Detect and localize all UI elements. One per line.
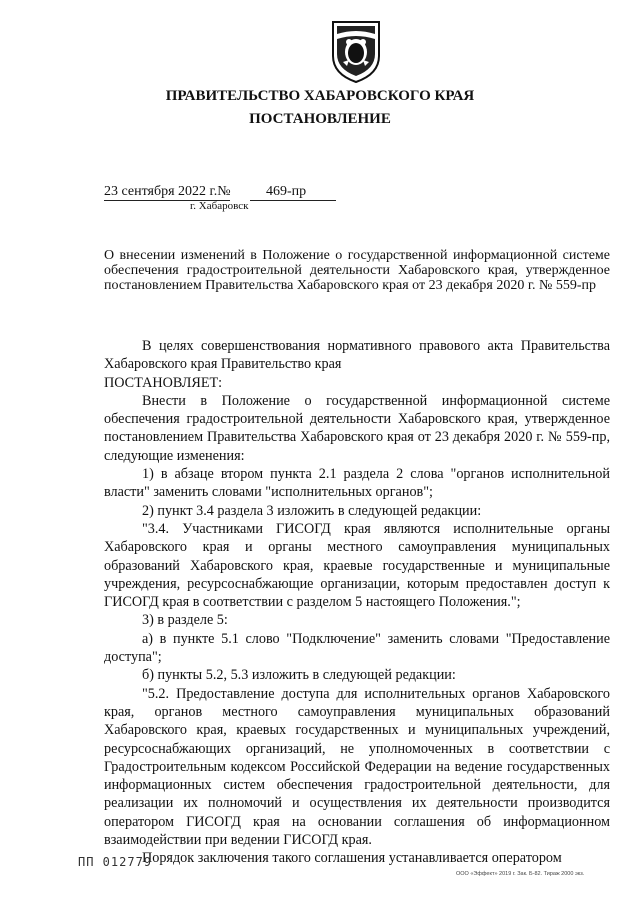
body-paragraph: а) в пункте 5.1 слово "Подключение" заменить словами "Предоставление доступа";	[104, 630, 610, 666]
body-paragraph: б) пункты 5.2, 5.3 изложить в следующей редакции:	[142, 667, 456, 684]
government-title: ПРАВИТЕЛЬСТВО ХАБАРОВСКОГО КРАЯ	[165, 88, 475, 104]
date-value: 23 сентября 2022 г.	[104, 184, 218, 199]
body-paragraph: 2) пункт 3.4 раздела 3 изложить в следующей редакции:	[142, 502, 482, 519]
form-serial-number: ПП 012779	[78, 855, 153, 869]
body-paragraph: 3) в разделе 5:	[142, 612, 228, 629]
body-resolution-word: ПОСТАНОВЛЯЕТ:	[104, 374, 223, 391]
city: г. Хабаровск	[190, 200, 249, 212]
body-paragraph: "5.2. Предоставление доступа для исполнительных органов Хабаровского края, органов местного самоуправления муниципальных образований Хабаровского края, краевых государственных и муниципальных учреждений, ресурсоснабжающих организаций, не уполномоченных в соответствии с Градостроительным кодексом Российской Федерации на ведение государственных информационных систем обеспечения градостроительной деятельности, для реализации их полномочий и осуществления их деятельности производится оператором ГИСОГД края на основании соглашения об информационном взаимодействии при ведении ГИСОГД края.	[104, 685, 610, 849]
body-paragraph: В целях совершенствования нормативного правового акта Правительства Хабаровского края Правительство края	[104, 338, 610, 373]
number-underline	[250, 200, 336, 201]
printer-imprint: ООО «Эффект» 2019 г. Зак. Б-82. Тираж 2000 экз.	[456, 871, 585, 877]
document-date	[104, 184, 231, 200]
document-type: ПОСТАНОВЛЕНИЕ	[249, 111, 391, 127]
document-body	[104, 337, 610, 868]
document-subject: О внесении изменений в Положение о государственной информационной системе обеспечения градостроительной деятельности Хабаровского края, утвержденное постановлением Правительства Хабаровского края от 23 декабря 2020 г. № 559-пр	[104, 248, 610, 293]
body-paragraph: Внести в Положение о государственной информационной системе обеспечения градостроительной деятельности Хабаровского края, утвержденное постановлением Правительства Хабаровского края от 23 декабря 2020 г. № 559-пр, следующие изменения:	[104, 392, 610, 464]
number-label: №	[217, 184, 231, 199]
body-paragraph: Порядок заключения такого соглашения устанавливается оператором	[142, 850, 562, 867]
body-paragraph: "3.4. Участниками ГИСОГД края являются исполнительные органы Хабаровского края и органы местного самоуправления муниципальных образований Хабаровского края, краевые государственные и муниципальные учреждения, ресурсоснабжающие организации, которым предоставлен доступ к ГИСОГД края в соответствии с разделом 5 настоящего Положения.";	[104, 520, 610, 611]
body-paragraph: 1) в абзаце втором пункта 2.1 раздела 2 слова "органов исполнительной власти" заменить словами "исполнительных органов";	[104, 466, 610, 501]
coat-of-arms-emblem	[329, 16, 383, 84]
document-number: 469-пр	[266, 184, 307, 199]
